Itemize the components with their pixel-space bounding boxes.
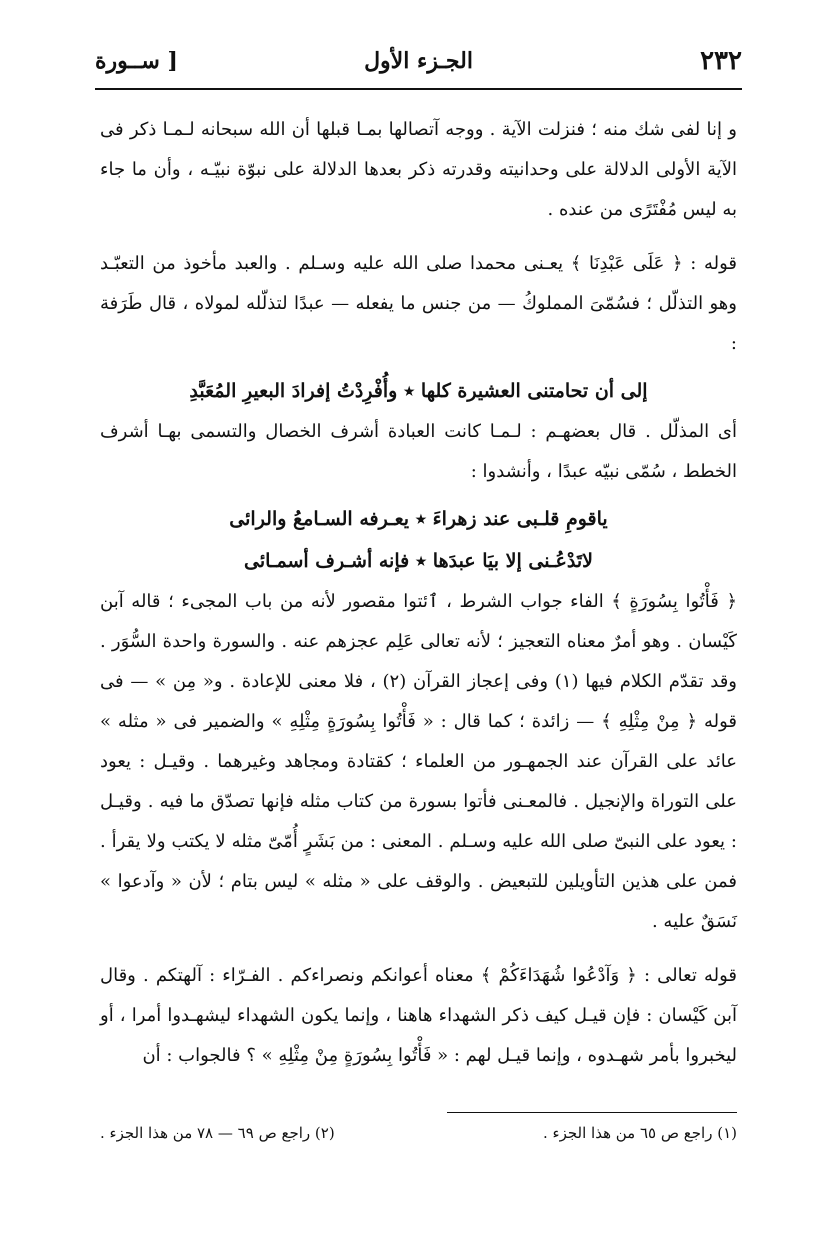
running-title: الجـزء الأول (364, 48, 473, 74)
footnote-rule (447, 1112, 737, 1113)
page-body (100, 110, 737, 1082)
paragraph: قوله تعالى : ﴿ وَآدْعُوا شُهَدَاءَكُمْ ﴾ معناه أعوانكم ونصراءكم . الفـرّاء : آلهتكم . وقال آبن كَيْسان : فإن قيـل كيف ذكر الشهداء هاهنا ، وإنما يكون الشهداء ليشهـدوا أمرا ، أو ليخبروا بأمر شهـدوه ، وإنما قيـل لهم : « فَأْتُوا بِسُورَةٍ مِنْ مِثْلِهِ » ؟ فالجواب : أن (100, 965, 738, 1066)
poetry-verse: ياقومِ قلـبى عند زهراءَ ٭ يعـرفه السـامعُ والرائى (229, 508, 608, 530)
footnote-1: (١) راجع ص ٦٥ من هذا الجزء . (542, 1124, 737, 1142)
paragraph: و إنا لفى شك منه ؛ فنزلت الآية . ووجه آتصالها بمـا قبلها أن الله سبحانه لـمـا ذكر فى الآية الأولى الدلالة على وحدانيته وقدرته ذكر بعدها الدلالة على نبوّة نبيّـه ، وأن ما جاء به ليس مُفْتَرًى من عنده . (100, 119, 737, 220)
footnote-2: (٢) راجع ص ٦٩ — ٧٨ من هذا الجزء . (100, 1124, 335, 1142)
surah-label: [ ســورة (95, 48, 178, 74)
paragraph: قوله : ﴿ عَلَى عَبْدِنَا ﴾ يعـنى محمدا صلى الله عليه وسـلم . والعبد مأخوذ من التعبّـد وهو التذلّل ؛ فسُمّىَ المملوكُ — من جنس ما يفعله — عبدًا لتذلّله لمولاه ، قال طَرَفة : (100, 253, 737, 354)
page-number: ٢٣٢ (700, 46, 742, 76)
poetry-verse: إلى أن تحامتنى العشيرة كلها ٭ وأُفْرِدْتُ إفرادَ البعيرِ المُعَبَّدِ (189, 380, 648, 402)
header-rule (95, 88, 742, 90)
poetry-verse: لاتَدْعُـنى إلا بيَا عبدَها ٭ فإنه أشـرف أسمـائى (244, 550, 593, 572)
paragraph: ﴿ فَأْتُوا بِسُورَةٍ ﴾ الفاء جواب الشرط ، ٱئتوا مقصور لأنه من باب المجىء ؛ قاله آبن كَيْسان . وهو أمرٌ معناه التعجيز ؛ لأنه تعالى عَلِم عجزهم عنه . والسورة واحدة السُّوَر . وقد تقدّم الكلام فيها (١) وفى إعجاز القرآن (٢) ، فلا معنى للإعادة . و« مِن » — فى قوله ﴿ مِنْ مِثْلِهِ ﴾ — زائدة ؛ كما قال : « فَأْتُوا بِسُورَةٍ مِثْلِهِ » والضمير فى « مثله » عائد على القرآن عند الجمهـور من العلماء ؛ كقتادة ومجاهد وغيرهما . وقيـل : يعود على التوراة والإنجيل . فالمعـنى فأتوا بسورة من كتاب مثله فإنها تصدّق ما فيه . وقيـل : يعود على النبىّ صلى الله عليه وسـلم . المعنى : من بَشَرٍ أُمّىّ مثله لا يكتب ولا يقرأ . فمن على هذين التأويلين للتبعيض . والوقف على « مثله » ليس بتام ؛ لأن « وآدعوا » نَسَقٌ عليه . (100, 591, 737, 932)
footnotes (100, 1120, 737, 1146)
paragraph: أى المذلّل . قال بعضهـم : لـمـا كانت العبادة أشرف الخصال والتسمى بهـا أشرف الخطط ، سُمّى نبيّه عبدًا ، وأنشدوا : (100, 421, 737, 482)
page-header (95, 40, 742, 80)
